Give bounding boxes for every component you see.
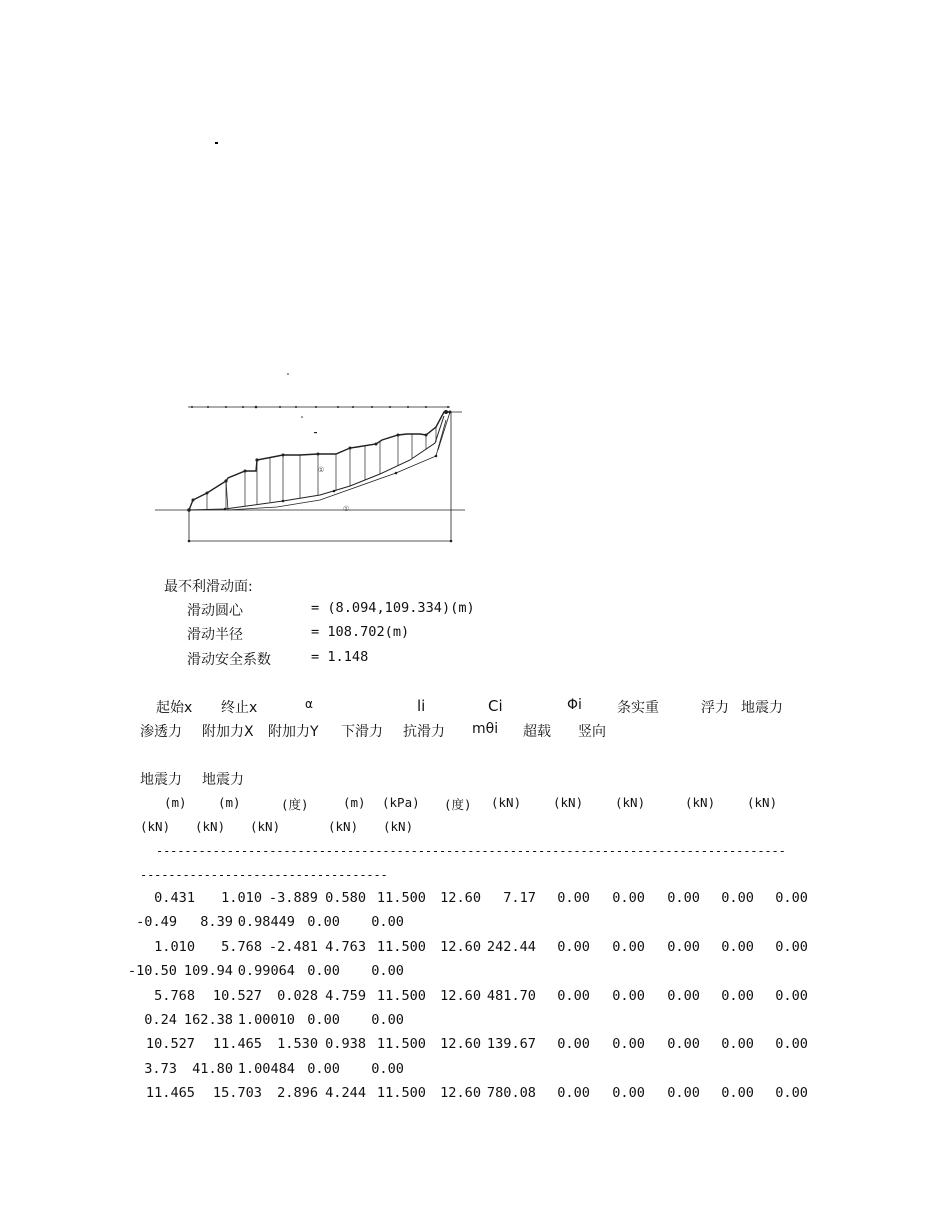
table-cell: 1.00484	[237, 1060, 295, 1077]
table-row-continuation	[0, 1012, 950, 1034]
table-cell: 109.94	[183, 963, 233, 980]
units-line2	[0, 819, 950, 839]
unit: (kN)	[615, 795, 646, 810]
table-header-line2	[0, 721, 950, 741]
table-cell: 0.24	[144, 1012, 177, 1028]
table-cell: 2.896	[277, 1085, 318, 1102]
table-cell: 11.500	[376, 1085, 426, 1102]
table-cell: 0.00	[371, 914, 404, 931]
table-cell: 11.500	[376, 890, 426, 906]
table-cell: 11.465	[212, 1036, 262, 1053]
col-add-x: 附加力X	[202, 724, 254, 740]
table-row	[0, 939, 950, 961]
table-cell: -3.889	[268, 890, 318, 906]
table-cell: 0.938	[325, 1036, 366, 1053]
table-row	[0, 988, 950, 1010]
layer-label-1: ①	[318, 466, 325, 474]
unit: (kN)	[553, 795, 584, 810]
unit: (kN)	[140, 819, 171, 834]
col-start-x: 起始x	[156, 700, 193, 716]
center-value: = (8.094,109.334)(m)	[311, 600, 475, 616]
col-resisting-force: 抗滑力	[403, 724, 445, 740]
table-cell: 10.527	[212, 987, 262, 1004]
col-buoyancy: 浮力	[701, 700, 729, 716]
table-cell: 242.44	[486, 938, 536, 955]
table-cell: 41.80	[192, 1060, 233, 1077]
units-line1	[0, 795, 950, 815]
table-cell: 0.99064	[237, 963, 295, 980]
safety-factor-label: 滑动安全系数	[187, 652, 271, 668]
table-cell: 0.00	[612, 987, 645, 1004]
col-phi: Φi	[567, 697, 582, 713]
unit: (kN)	[195, 819, 226, 834]
table-row	[0, 1085, 950, 1107]
table-cell: 4.244	[325, 1085, 366, 1102]
bottom-boundary	[189, 412, 451, 541]
table-cell: 4.763	[325, 938, 366, 955]
unit: (kN)	[685, 795, 716, 810]
table-cell: 0.00	[667, 938, 700, 955]
table-cell: 0.00	[775, 1085, 808, 1102]
table-cell: 10.527	[145, 1036, 195, 1053]
table-cell: 15.703	[212, 1085, 262, 1102]
table-cell: 3.73	[144, 1060, 177, 1077]
table-cell: 4.759	[325, 987, 366, 1004]
radius-label: 滑动半径	[187, 627, 243, 643]
table-cell: 7.17	[503, 890, 536, 906]
table-cell: 0.00	[667, 987, 700, 1004]
col-seismic: 地震力	[741, 700, 783, 716]
unit: (度)	[444, 797, 472, 812]
table-cell: 0.00	[612, 1036, 645, 1053]
table-row-continuation	[0, 1061, 950, 1083]
table-cell: 0.580	[325, 890, 366, 906]
table-cell: 5.768	[221, 938, 262, 955]
col-seepage: 渗透力	[140, 724, 182, 740]
unit: (度)	[281, 797, 309, 812]
radius-value: = 108.702(m)	[311, 624, 410, 640]
table-cell: 0.431	[154, 890, 195, 906]
table-cell: 11.500	[376, 1036, 426, 1053]
col-m-theta: mθi	[472, 721, 499, 737]
stray-mark	[215, 142, 218, 144]
table-cell: 1.00010	[237, 1012, 295, 1028]
col-surcharge: 超载	[523, 724, 551, 740]
table-cell: 0.00	[667, 1085, 700, 1102]
table-cell: 8.39	[200, 914, 233, 931]
table-cell: 12.60	[440, 938, 481, 955]
layer-label-2: ①	[343, 505, 350, 513]
col-vertical: 竖向	[578, 724, 606, 740]
table-cell: 0.00	[307, 963, 340, 980]
result-heading: 最不利滑动面:	[164, 579, 253, 595]
col-sliding-force: 下滑力	[341, 724, 383, 740]
table-cell: 12.60	[440, 1036, 481, 1053]
table-cell: 0.98449	[237, 914, 295, 931]
table-cell: 0.00	[721, 1085, 754, 1102]
center-label: 滑动圆心	[187, 603, 243, 619]
table-cell: 0.028	[277, 987, 318, 1004]
table-cell: 0.00	[775, 890, 808, 906]
col-weight: 条实重	[617, 700, 659, 716]
table-cell: 0.00	[557, 938, 590, 955]
table-row	[0, 1036, 950, 1058]
unit: (kPa)	[382, 795, 420, 810]
table-separator-1: -----------------------------------------------------------------------------------------	[156, 844, 786, 858]
table-cell: 0.00	[775, 938, 808, 955]
table-cell: 0.00	[721, 987, 754, 1004]
col-seismic-3: 地震力	[202, 772, 244, 788]
table-cell: 0.00	[307, 1012, 340, 1028]
table-cell: 5.768	[154, 987, 195, 1004]
table-cell: 162.38	[183, 1012, 233, 1028]
table-cell: 11.500	[376, 938, 426, 955]
table-cell: 0.00	[307, 1060, 340, 1077]
table-cell: 0.00	[775, 987, 808, 1004]
table-cell: 0.00	[557, 890, 590, 906]
unit: (m)	[164, 795, 187, 810]
safety-factor-value: = 1.148	[311, 649, 369, 665]
col-add-y: 附加力Y	[268, 724, 319, 740]
table-cell: 1.010	[154, 938, 195, 955]
col-end-x: 终止x	[221, 700, 258, 716]
table-cell: 1.010	[221, 890, 262, 906]
table-separator-2: -----------------------------------	[140, 868, 388, 882]
table-cell: 0.00	[557, 987, 590, 1004]
table-cell: 12.60	[440, 1085, 481, 1102]
table-cell: 1.530	[277, 1036, 318, 1053]
table-header-line3	[0, 769, 950, 789]
table-cell: 11.465	[145, 1085, 195, 1102]
table-cell: 0.00	[557, 1085, 590, 1102]
unit: (kN)	[491, 795, 522, 810]
unit: (kN)	[250, 819, 281, 834]
table-cell: 12.60	[440, 987, 481, 1004]
table-header-line1	[0, 697, 950, 717]
slope-section-diagram	[150, 360, 480, 550]
table-cell: 0.00	[721, 938, 754, 955]
table-cell: 0.00	[307, 914, 340, 931]
table-cell: 0.00	[557, 1036, 590, 1053]
table-cell: 0.00	[667, 1036, 700, 1053]
table-cell: 481.70	[486, 987, 536, 1004]
table-row-continuation	[0, 963, 950, 985]
table-cell: 0.00	[371, 963, 404, 980]
table-cell: 0.00	[612, 890, 645, 906]
unit: (kN)	[747, 795, 778, 810]
unit: (m)	[218, 795, 241, 810]
unit: (m)	[343, 795, 366, 810]
table-cell: 11.500	[376, 987, 426, 1004]
table-cell: 12.60	[440, 890, 481, 906]
table-cell: 780.08	[486, 1085, 536, 1102]
table-row-continuation	[0, 914, 950, 936]
table-cell: 0.00	[775, 1036, 808, 1053]
table-cell: -10.50	[127, 963, 177, 980]
table-cell: 0.00	[612, 938, 645, 955]
table-cell: 0.00	[721, 1036, 754, 1053]
table-row	[0, 890, 950, 912]
table-cell: 139.67	[486, 1036, 536, 1053]
col-li: li	[417, 697, 426, 715]
table-cell: -0.49	[136, 914, 177, 931]
table-cell: 0.00	[667, 890, 700, 906]
table-cell: 0.00	[612, 1085, 645, 1102]
col-seismic-2: 地震力	[140, 772, 182, 788]
table-cell: 0.00	[721, 890, 754, 906]
unit: (kN)	[383, 819, 414, 834]
col-alpha: α	[305, 697, 313, 711]
table-cell: -2.481	[268, 938, 318, 955]
table-cell: 0.00	[371, 1060, 404, 1077]
table-cell: 0.00	[371, 1012, 404, 1028]
unit: (kN)	[328, 819, 359, 834]
col-ci: Ci	[488, 697, 503, 715]
